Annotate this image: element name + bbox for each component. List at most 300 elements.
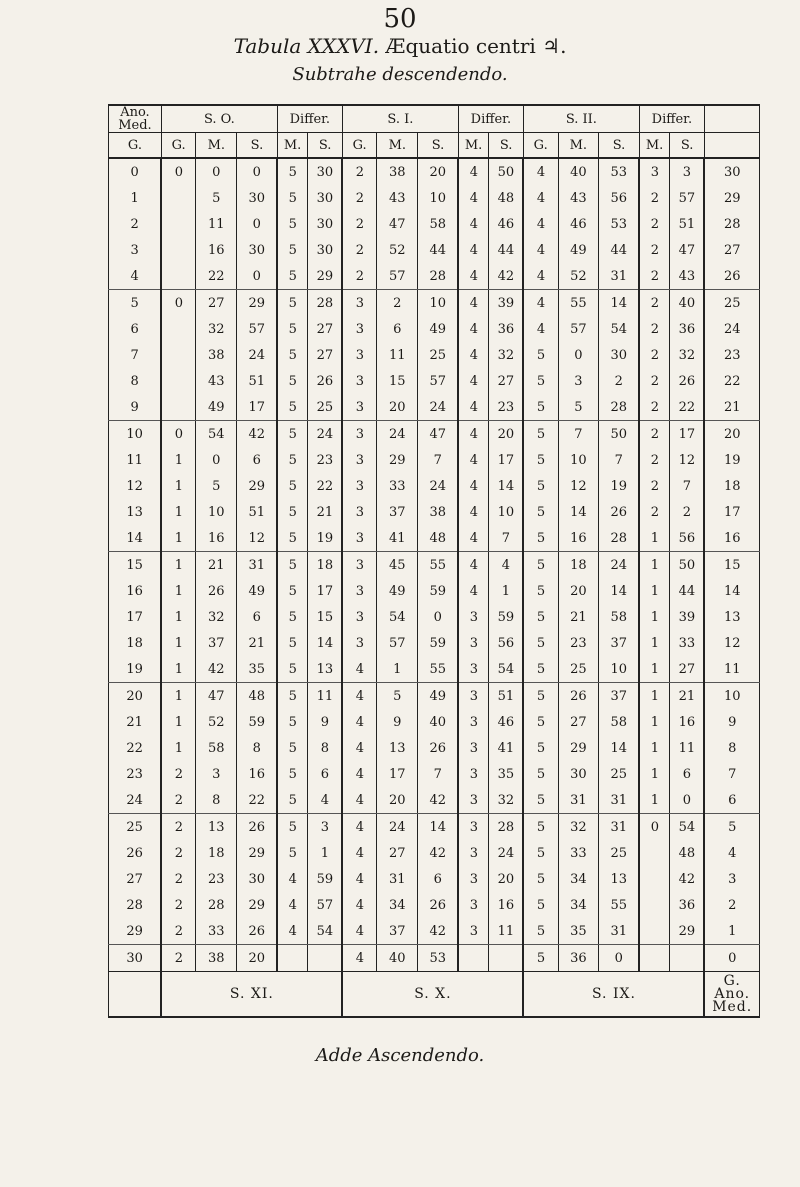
right-year-cell: 23	[704, 342, 759, 368]
diff1-min: 3	[458, 840, 489, 866]
diff0-min: 5	[277, 735, 308, 761]
sign2-min: 31	[558, 787, 599, 814]
diff1-min: 3	[458, 866, 489, 892]
diff1-sec: 28	[489, 814, 524, 841]
sign0-sec: 8	[237, 735, 278, 761]
sign1-sec: 42	[418, 840, 459, 866]
sign0-deg: 2	[161, 761, 196, 787]
sign1-sec: 28	[418, 263, 459, 290]
table-row	[109, 368, 760, 394]
sign1-deg: 4	[342, 866, 377, 892]
diff0-sec: 54	[308, 918, 343, 945]
sign1-deg: 2	[342, 263, 377, 290]
year-cell: 6	[109, 316, 162, 342]
sign1-deg: 4	[342, 735, 377, 761]
diff0-sec: 21	[308, 499, 343, 525]
right-year-cell: 0	[704, 945, 759, 972]
diff1-sec: 27	[489, 368, 524, 394]
sign2-sec: 28	[599, 394, 640, 421]
sign2-min: 26	[558, 683, 599, 710]
diff1-min: 4	[458, 368, 489, 394]
diff1-min: 4	[458, 394, 489, 421]
diff1-sec: 51	[489, 683, 524, 710]
sign1-min: 29	[377, 447, 418, 473]
year-cell: 26	[109, 840, 162, 866]
sign0-deg	[161, 185, 196, 211]
sign1-deg: 4	[342, 761, 377, 787]
diff1-sec	[489, 945, 524, 972]
sign0-min: 21	[196, 552, 237, 579]
right-year-cell: 2	[704, 892, 759, 918]
right-year-cell: 16	[704, 525, 759, 552]
sign2-deg: 5	[523, 656, 558, 683]
diff1-sec: 11	[489, 918, 524, 945]
sign0-sec: 29	[237, 290, 278, 317]
diff0-sec: 30	[308, 158, 343, 185]
sign2-sec: 31	[599, 263, 640, 290]
sign0-deg: 1	[161, 552, 196, 579]
diff0-sec: 14	[308, 630, 343, 656]
diff1-min: 3	[458, 709, 489, 735]
sign1-deg: 4	[342, 787, 377, 814]
diff0-min: 5	[277, 578, 308, 604]
sign1-min: 27	[377, 840, 418, 866]
diff0-min: 5	[277, 394, 308, 421]
footer-sign-9: S. IX.	[523, 972, 704, 1018]
sign1-min: 11	[377, 342, 418, 368]
sign0-min: 37	[196, 630, 237, 656]
table-row	[109, 761, 760, 787]
sign2-deg: 5	[523, 342, 558, 368]
header-S: S.	[599, 133, 640, 159]
diff1-sec: 56	[489, 630, 524, 656]
table-row	[109, 578, 760, 604]
sign2-sec: 53	[599, 158, 640, 185]
sign0-sec: 57	[237, 316, 278, 342]
diff2-sec: 21	[670, 683, 705, 710]
diff2-sec: 47	[670, 237, 705, 263]
sign2-min: 14	[558, 499, 599, 525]
sign1-min: 40	[377, 945, 418, 972]
table-row	[109, 918, 760, 945]
sign0-min: 0	[196, 447, 237, 473]
header-S: S.	[418, 133, 459, 159]
diff2-min: 2	[639, 211, 670, 237]
sign1-min: 2	[377, 290, 418, 317]
year-cell: 27	[109, 866, 162, 892]
sign1-min: 20	[377, 787, 418, 814]
diff1-sec: 7	[489, 525, 524, 552]
sign2-min: 25	[558, 656, 599, 683]
sign0-sec: 30	[237, 866, 278, 892]
diff0-sec: 9	[308, 709, 343, 735]
year-cell: 1	[109, 185, 162, 211]
sign1-sec: 53	[418, 945, 459, 972]
diff0-sec: 26	[308, 368, 343, 394]
header-G: G.	[342, 133, 377, 159]
sign2-deg: 5	[523, 918, 558, 945]
diff0-sec: 4	[308, 787, 343, 814]
sign2-sec: 54	[599, 316, 640, 342]
sign2-deg: 4	[523, 290, 558, 317]
sign0-deg	[161, 211, 196, 237]
diff2-min: 1	[639, 735, 670, 761]
diff0-min: 4	[277, 918, 308, 945]
sign1-deg: 4	[342, 683, 377, 710]
sign2-sec: 26	[599, 499, 640, 525]
sign2-min: 0	[558, 342, 599, 368]
diff1-sec: 20	[489, 421, 524, 448]
diff0-min: 5	[277, 814, 308, 841]
sign1-min: 5	[377, 683, 418, 710]
sign0-min: 28	[196, 892, 237, 918]
sign0-sec: 0	[237, 211, 278, 237]
right-year-cell: 13	[704, 604, 759, 630]
sign2-deg: 5	[523, 735, 558, 761]
diff1-sec: 20	[489, 866, 524, 892]
diff1-sec: 46	[489, 709, 524, 735]
sign1-min: 52	[377, 237, 418, 263]
sign1-deg: 3	[342, 473, 377, 499]
sign2-min: 7	[558, 421, 599, 448]
table-row	[109, 525, 760, 552]
sign2-deg: 5	[523, 394, 558, 421]
table-row	[109, 447, 760, 473]
sign0-min: 54	[196, 421, 237, 448]
sign1-min: 43	[377, 185, 418, 211]
sign0-sec: 6	[237, 604, 278, 630]
sign1-sec: 25	[418, 342, 459, 368]
diff0-sec: 59	[308, 866, 343, 892]
diff0-sec: 19	[308, 525, 343, 552]
table-row	[109, 211, 760, 237]
diff2-min: 1	[639, 525, 670, 552]
sign0-deg	[161, 342, 196, 368]
sign1-deg: 3	[342, 604, 377, 630]
sign0-min: 32	[196, 604, 237, 630]
table-row	[109, 316, 760, 342]
sign1-sec: 7	[418, 761, 459, 787]
diff2-min: 0	[639, 814, 670, 841]
right-year-cell: 29	[704, 185, 759, 211]
sign0-deg	[161, 394, 196, 421]
sign2-sec: 37	[599, 630, 640, 656]
diff2-sec: 12	[670, 447, 705, 473]
header-M: M.	[377, 133, 418, 159]
sign1-deg: 2	[342, 211, 377, 237]
diff1-sec: 36	[489, 316, 524, 342]
diff1-min: 4	[458, 316, 489, 342]
diff1-sec: 24	[489, 840, 524, 866]
header-sign-1: S. I.	[342, 105, 458, 133]
sign2-sec: 14	[599, 578, 640, 604]
diff1-min: 3	[458, 892, 489, 918]
diff0-min: 5	[277, 342, 308, 368]
sign2-deg: 5	[523, 892, 558, 918]
diff0-sec: 30	[308, 185, 343, 211]
table-row	[109, 473, 760, 499]
diff1-min	[458, 945, 489, 972]
diff2-min	[639, 866, 670, 892]
sign2-deg: 5	[523, 709, 558, 735]
sign2-deg: 4	[523, 263, 558, 290]
sign2-min: 16	[558, 525, 599, 552]
table-row	[109, 158, 760, 185]
diff0-min: 5	[277, 552, 308, 579]
diff1-sec: 50	[489, 158, 524, 185]
sign0-sec: 29	[237, 892, 278, 918]
footer-sign-11: S. XI.	[161, 972, 342, 1018]
sign1-sec: 57	[418, 368, 459, 394]
sign0-sec: 30	[237, 185, 278, 211]
diff0-min: 5	[277, 499, 308, 525]
diff0-sec: 17	[308, 578, 343, 604]
sign1-sec: 44	[418, 237, 459, 263]
diff0-min: 5	[277, 656, 308, 683]
diff0-min: 5	[277, 473, 308, 499]
diff0-sec: 25	[308, 394, 343, 421]
sign2-deg: 5	[523, 787, 558, 814]
diff1-sec: 32	[489, 787, 524, 814]
sign2-min: 5	[558, 394, 599, 421]
sign1-sec: 10	[418, 185, 459, 211]
year-cell: 13	[109, 499, 162, 525]
header-right-blank	[704, 133, 759, 159]
sign1-sec: 20	[418, 158, 459, 185]
sign0-sec: 29	[237, 473, 278, 499]
header-G: G.	[161, 133, 196, 159]
diff0-min: 5	[277, 683, 308, 710]
sign1-min: 33	[377, 473, 418, 499]
diff1-min: 3	[458, 630, 489, 656]
diff2-min	[639, 945, 670, 972]
sign0-min: 23	[196, 866, 237, 892]
diff2-min: 2	[639, 342, 670, 368]
sign0-deg	[161, 316, 196, 342]
sign2-min: 34	[558, 892, 599, 918]
sign1-min: 24	[377, 814, 418, 841]
table-row	[109, 263, 760, 290]
sign1-min: 34	[377, 892, 418, 918]
diff2-sec: 17	[670, 421, 705, 448]
diff1-min: 3	[458, 735, 489, 761]
sign1-min: 31	[377, 866, 418, 892]
diff2-min: 2	[639, 473, 670, 499]
sign1-deg: 4	[342, 656, 377, 683]
year-cell: 24	[109, 787, 162, 814]
right-year-cell: 18	[704, 473, 759, 499]
sign0-deg: 2	[161, 866, 196, 892]
diff0-min: 4	[277, 866, 308, 892]
sign2-deg: 4	[523, 211, 558, 237]
sign0-min: 16	[196, 525, 237, 552]
table-row	[109, 552, 760, 579]
sign0-sec: 12	[237, 525, 278, 552]
right-year-cell: 11	[704, 656, 759, 683]
diff0-min: 5	[277, 840, 308, 866]
sign0-sec: 29	[237, 840, 278, 866]
diff1-sec: 59	[489, 604, 524, 630]
year-cell: 12	[109, 473, 162, 499]
sign2-min: 35	[558, 918, 599, 945]
sign1-sec: 48	[418, 525, 459, 552]
sign2-deg: 5	[523, 604, 558, 630]
table-row	[109, 892, 760, 918]
diff2-sec: 48	[670, 840, 705, 866]
footer-right-label: G. Ano. Med.	[704, 972, 759, 1018]
sign0-deg: 2	[161, 918, 196, 945]
sign1-deg: 3	[342, 552, 377, 579]
table-subtitle: Subtrahe descendendo.	[292, 64, 508, 85]
sign2-deg: 5	[523, 840, 558, 866]
sign0-sec: 22	[237, 787, 278, 814]
sign0-deg: 1	[161, 630, 196, 656]
sign1-deg: 3	[342, 630, 377, 656]
sign0-deg	[161, 263, 196, 290]
diff2-sec: 6	[670, 761, 705, 787]
right-year-cell: 24	[704, 316, 759, 342]
diff1-sec: 4	[489, 552, 524, 579]
diff2-sec: 22	[670, 394, 705, 421]
sign2-sec: 31	[599, 814, 640, 841]
sign2-deg: 4	[523, 316, 558, 342]
diff1-min: 4	[458, 525, 489, 552]
diff0-sec: 30	[308, 237, 343, 263]
header-diff-1: Differ.	[458, 105, 523, 133]
year-cell: 0	[109, 158, 162, 185]
diff1-sec: 23	[489, 394, 524, 421]
diff2-sec: 36	[670, 892, 705, 918]
sign1-min: 37	[377, 918, 418, 945]
sign0-deg: 0	[161, 290, 196, 317]
diff0-min: 5	[277, 630, 308, 656]
diff2-min	[639, 840, 670, 866]
sign1-sec: 26	[418, 735, 459, 761]
sign0-sec: 30	[237, 237, 278, 263]
sign0-deg	[161, 237, 196, 263]
sign0-deg: 0	[161, 158, 196, 185]
diff0-sec: 28	[308, 290, 343, 317]
diff2-min: 2	[639, 316, 670, 342]
diff2-min: 1	[639, 578, 670, 604]
sign0-sec: 0	[237, 263, 278, 290]
header-diff-2: Differ.	[639, 105, 704, 133]
sign0-deg: 1	[161, 578, 196, 604]
sign2-min: 12	[558, 473, 599, 499]
sign1-min: 6	[377, 316, 418, 342]
header-M: M.	[558, 133, 599, 159]
sign2-sec: 28	[599, 525, 640, 552]
sign0-sec: 35	[237, 656, 278, 683]
diff1-min: 3	[458, 787, 489, 814]
diff0-sec: 3	[308, 814, 343, 841]
sign0-sec: 31	[237, 552, 278, 579]
sign2-sec: 10	[599, 656, 640, 683]
diff0-sec: 15	[308, 604, 343, 630]
header-M: M.	[458, 133, 489, 159]
sign2-sec: 25	[599, 840, 640, 866]
sign0-min: 33	[196, 918, 237, 945]
right-year-cell: 22	[704, 368, 759, 394]
sign0-sec: 42	[237, 421, 278, 448]
diff2-min	[639, 892, 670, 918]
diff1-sec: 32	[489, 342, 524, 368]
sign0-min: 43	[196, 368, 237, 394]
sign1-sec: 42	[418, 787, 459, 814]
sign0-sec: 49	[237, 578, 278, 604]
diff2-min: 1	[639, 630, 670, 656]
diff0-min: 5	[277, 185, 308, 211]
diff0-min: 5	[277, 316, 308, 342]
diff1-sec: 35	[489, 761, 524, 787]
diff2-sec: 50	[670, 552, 705, 579]
sign2-min: 20	[558, 578, 599, 604]
diff0-min: 5	[277, 237, 308, 263]
footer-year-blank	[109, 972, 162, 1018]
diff1-min: 4	[458, 237, 489, 263]
year-cell: 9	[109, 394, 162, 421]
diff1-min: 4	[458, 263, 489, 290]
header-S: S.	[237, 133, 278, 159]
sign2-deg: 5	[523, 683, 558, 710]
sign0-sec: 16	[237, 761, 278, 787]
sign2-deg: 5	[523, 552, 558, 579]
diff0-min: 5	[277, 211, 308, 237]
diff0-sec: 24	[308, 421, 343, 448]
right-year-cell: 27	[704, 237, 759, 263]
sign2-min: 34	[558, 866, 599, 892]
sign2-sec: 13	[599, 866, 640, 892]
diff1-min: 4	[458, 552, 489, 579]
sign2-min: 30	[558, 761, 599, 787]
sign2-min: 3	[558, 368, 599, 394]
year-cell: 23	[109, 761, 162, 787]
sign1-sec: 26	[418, 892, 459, 918]
sign1-deg: 3	[342, 342, 377, 368]
diff1-sec: 10	[489, 499, 524, 525]
table-row	[109, 604, 760, 630]
sign2-sec: 14	[599, 290, 640, 317]
diff1-sec: 17	[489, 447, 524, 473]
sign0-min: 22	[196, 263, 237, 290]
sign1-sec: 59	[418, 630, 459, 656]
header-right-blank	[704, 105, 759, 133]
sign2-min: 18	[558, 552, 599, 579]
diff2-sec: 16	[670, 709, 705, 735]
diff0-sec: 30	[308, 211, 343, 237]
sign1-sec: 0	[418, 604, 459, 630]
sign0-deg: 2	[161, 945, 196, 972]
sign0-deg: 1	[161, 735, 196, 761]
year-cell: 17	[109, 604, 162, 630]
table-row	[109, 840, 760, 866]
table-row	[109, 630, 760, 656]
diff0-min: 5	[277, 525, 308, 552]
diff1-min: 3	[458, 604, 489, 630]
right-year-cell: 26	[704, 263, 759, 290]
diff2-sec: 43	[670, 263, 705, 290]
diff1-min: 4	[458, 185, 489, 211]
sign1-min: 41	[377, 525, 418, 552]
sign0-min: 49	[196, 394, 237, 421]
sign0-deg: 1	[161, 656, 196, 683]
table-row	[109, 185, 760, 211]
sign2-deg: 5	[523, 421, 558, 448]
sign1-deg: 4	[342, 945, 377, 972]
header-S: S.	[308, 133, 343, 159]
sign1-deg: 3	[342, 578, 377, 604]
diff2-min: 2	[639, 394, 670, 421]
